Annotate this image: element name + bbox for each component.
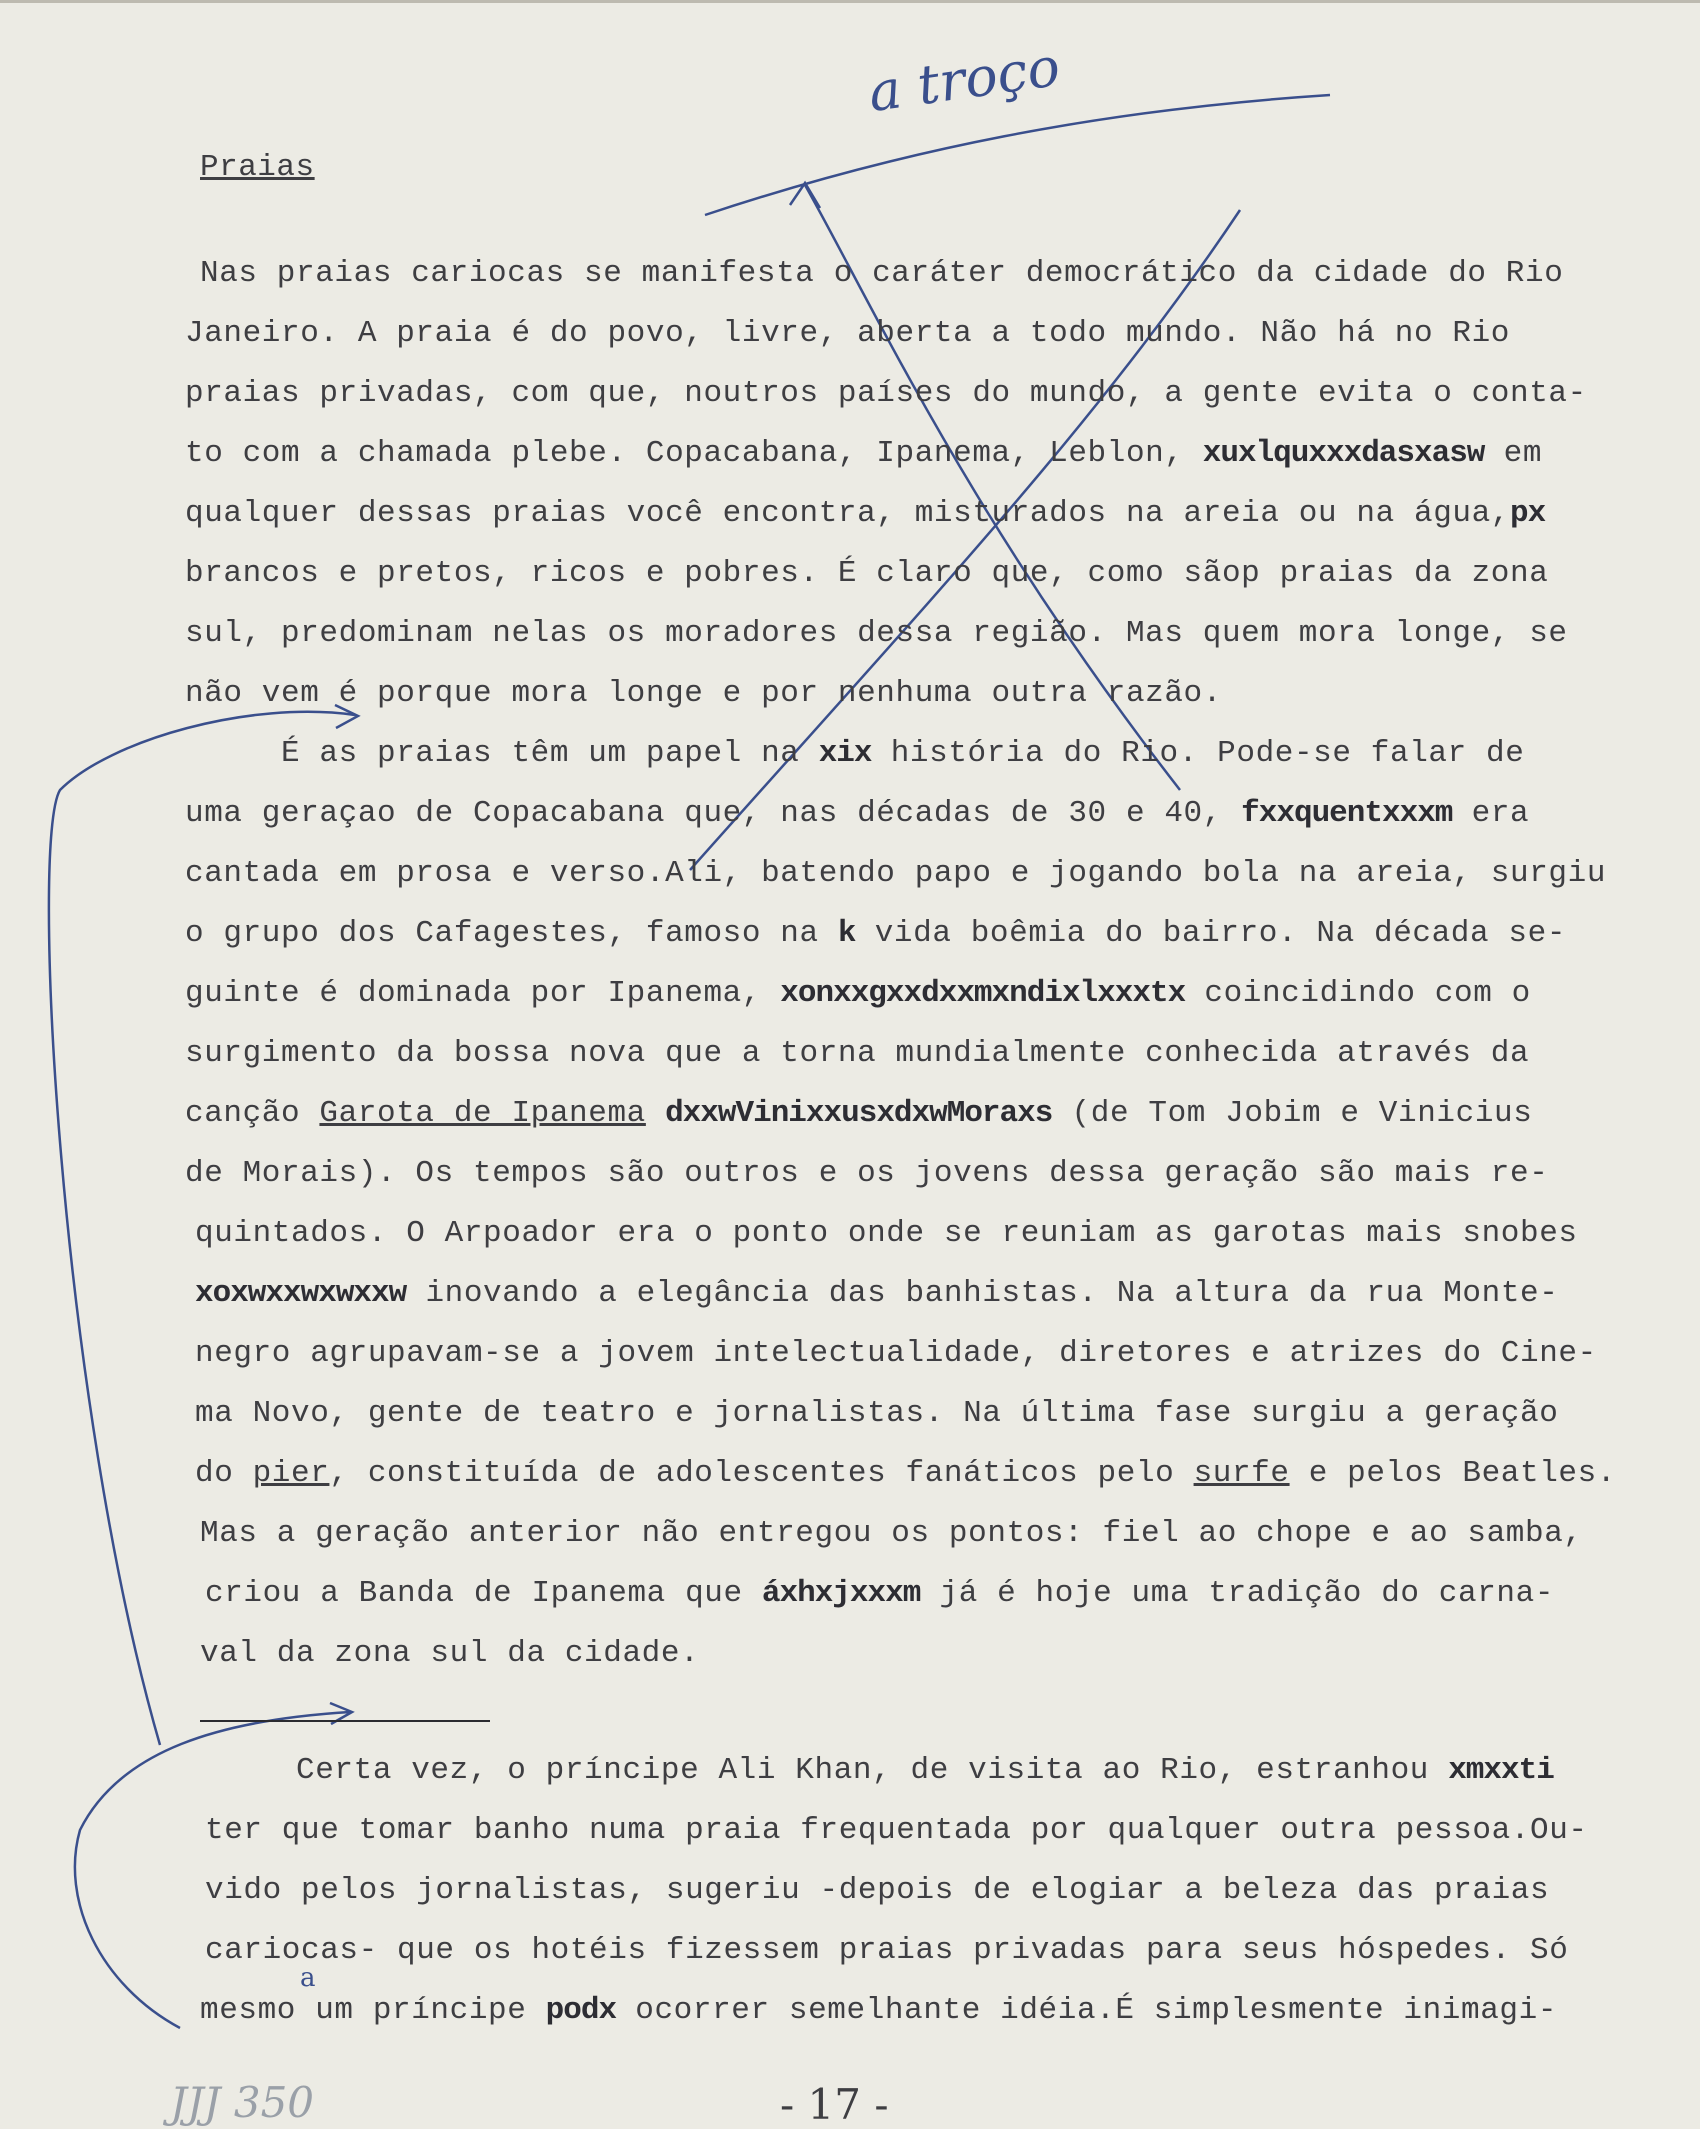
section-separator	[200, 1720, 490, 1722]
text-span: Mas a geração anterior não entregou os pontos: fiel ao chope e ao samba,	[200, 1516, 1583, 1551]
underlined-text: surfe	[1193, 1456, 1290, 1491]
text-line	[185, 678, 1222, 709]
text-span: praias privadas, com que, noutros países do mundo, a gente evita o conta-	[185, 376, 1587, 411]
text-span	[646, 1096, 665, 1131]
text-line	[185, 558, 1548, 589]
text-line	[185, 738, 1524, 769]
text-line	[205, 1815, 1588, 1846]
text-span: canção	[185, 1096, 320, 1131]
underlined-text: Garota de Ipanema	[319, 1096, 646, 1131]
struck-out-text: podx	[545, 1993, 617, 2028]
handwritten-insert-a: a	[300, 1963, 316, 1993]
text-line	[185, 798, 1529, 829]
text-span: negro agrupavam-se a jovem intelectualidade, diretores e atrizes do Cine-	[195, 1336, 1597, 1371]
text-span: ocorrer semelhante idéia.É simplesmente inimagi-	[616, 1993, 1558, 2028]
text-line	[185, 1038, 1529, 1069]
handwritten-note-top: a troço	[864, 34, 1064, 125]
text-span: coincidindo com o	[1185, 976, 1531, 1011]
text-span: uma geraçao de Copacabana que, nas décadas de 30 e 40,	[185, 796, 1242, 831]
text-span: val da zona sul da cidade.	[200, 1636, 700, 1671]
text-span: to com a chamada plebe. Copacabana, Ipanema, Leblon,	[185, 436, 1203, 471]
text-line	[185, 378, 1587, 409]
text-line	[185, 1158, 1548, 1189]
text-line	[185, 978, 1531, 1009]
text-span: ma Novo, gente de teatro e jornalistas. Na última fase surgiu a geração	[195, 1396, 1559, 1431]
text-line	[200, 258, 1563, 289]
handwritten-note-bottom: JJJ 350	[170, 2078, 315, 2127]
struck-out-text: xonxxgxxdxxmxndixlxxxtx	[780, 976, 1186, 1011]
text-line	[195, 1338, 1597, 1369]
text-span: vido pelos jornalistas, sugeriu -depois de elogiar a beleza das praias	[205, 1873, 1550, 1908]
text-line	[200, 1995, 1557, 2026]
text-span: Janeiro. A praia é do povo, livre, aberta a todo mundo. Não há no Rio	[185, 316, 1511, 351]
text-line	[185, 498, 1545, 529]
page-title: Praias	[200, 150, 315, 185]
text-span: já é hoje uma tradição do carna-	[920, 1576, 1555, 1611]
text-line	[205, 1875, 1549, 1906]
text-span: sul, predominam nelas os moradores dessa região. Mas quem mora longe, se	[185, 616, 1568, 651]
underlined-text: pier	[252, 1456, 330, 1491]
text-span: cantada em prosa e verso.Ali, batendo papo e jogando bola na areia, surgiu	[185, 856, 1607, 891]
text-span: brancos e pretos, ricos e pobres. É claro que, como sãop praias da zona	[185, 556, 1549, 591]
text-span: surgimento da bossa nova que a torna mundialmente conhecida através da	[185, 1036, 1530, 1071]
text-span: criou a Banda de Ipanema que	[205, 1576, 762, 1611]
text-line	[185, 858, 1606, 889]
text-line	[200, 1638, 699, 1669]
struck-out-text: xix	[818, 736, 872, 771]
page-number: - 17 -	[780, 2080, 889, 2129]
text-line	[185, 1098, 1532, 1129]
text-span: não vem é porque mora longe e por nenhuma outra razão.	[185, 676, 1222, 711]
text-line	[195, 1218, 1578, 1249]
struck-out-text: xoxwxxwxwxxw	[195, 1276, 407, 1311]
text-span: (de Tom Jobim e Vinicius	[1052, 1096, 1533, 1131]
struck-out-text: xmxxti	[1448, 1753, 1554, 1788]
text-span: do	[195, 1456, 253, 1491]
text-span: inovando a elegância das banhistas. Na altura da rua Monte-	[406, 1276, 1559, 1311]
text-span: de Morais). Os tempos são outros e os jovens dessa geração são mais re-	[185, 1156, 1549, 1191]
struck-out-text: fxxquentxxxm	[1241, 796, 1453, 831]
text-line	[185, 318, 1510, 349]
text-span: É as praias têm um papel na	[185, 736, 819, 771]
text-span: cariocas- que os hotéis fizessem praias privadas para seus hóspedes. Só	[205, 1933, 1569, 1968]
text-span: qualquer dessas praias você encontra, misturados na areia ou na água,	[185, 496, 1511, 531]
pen-arc	[705, 95, 1330, 215]
text-span: Nas praias cariocas se manifesta o caráter democrático da cidade do Rio	[200, 256, 1564, 291]
text-line	[195, 1398, 1558, 1429]
text-line	[205, 1935, 1568, 1966]
text-line	[185, 918, 1566, 949]
text-span: história do Rio. Pode-se falar de	[871, 736, 1525, 771]
text-span: o grupo dos Cafagestes, famoso na	[185, 916, 838, 951]
text-span: , constituída de adolescentes fanáticos pelo	[329, 1456, 1194, 1491]
text-line	[205, 1578, 1554, 1609]
text-line	[185, 438, 1542, 469]
struck-out-text: áxhxjxxxm	[761, 1576, 921, 1611]
text-span: guinte é dominada por Ipanema,	[185, 976, 781, 1011]
text-span: Certa vez, o príncipe Ali Khan, de visita ao Rio, estranhou	[200, 1753, 1449, 1788]
text-span: quintados. O Arpoador era o ponto onde se reuniam as garotas mais snobes	[195, 1216, 1578, 1251]
text-span: em	[1484, 436, 1543, 471]
struck-out-text: dxxwVinixxusxdxwMoraxs	[665, 1096, 1053, 1131]
pen-cross-line	[690, 210, 1240, 870]
text-span: mesmo um príncipe	[200, 1993, 546, 2028]
struck-out-text: px	[1510, 496, 1546, 531]
struck-out-text: k	[837, 916, 856, 951]
text-span: ter que tomar banho numa praia frequentada por qualquer outra pessoa.Ou-	[205, 1813, 1588, 1848]
struck-out-text: xuxlquxxxdasxasw	[1202, 436, 1485, 471]
text-line	[200, 1755, 1554, 1786]
text-line	[200, 1518, 1583, 1549]
text-span: vida boêmia do bairro. Na década se-	[855, 916, 1567, 951]
text-span: era	[1452, 796, 1530, 831]
text-span: e pelos Beatles.	[1289, 1456, 1617, 1491]
text-line	[185, 618, 1568, 649]
text-line	[195, 1278, 1558, 1309]
text-line	[195, 1458, 1616, 1489]
